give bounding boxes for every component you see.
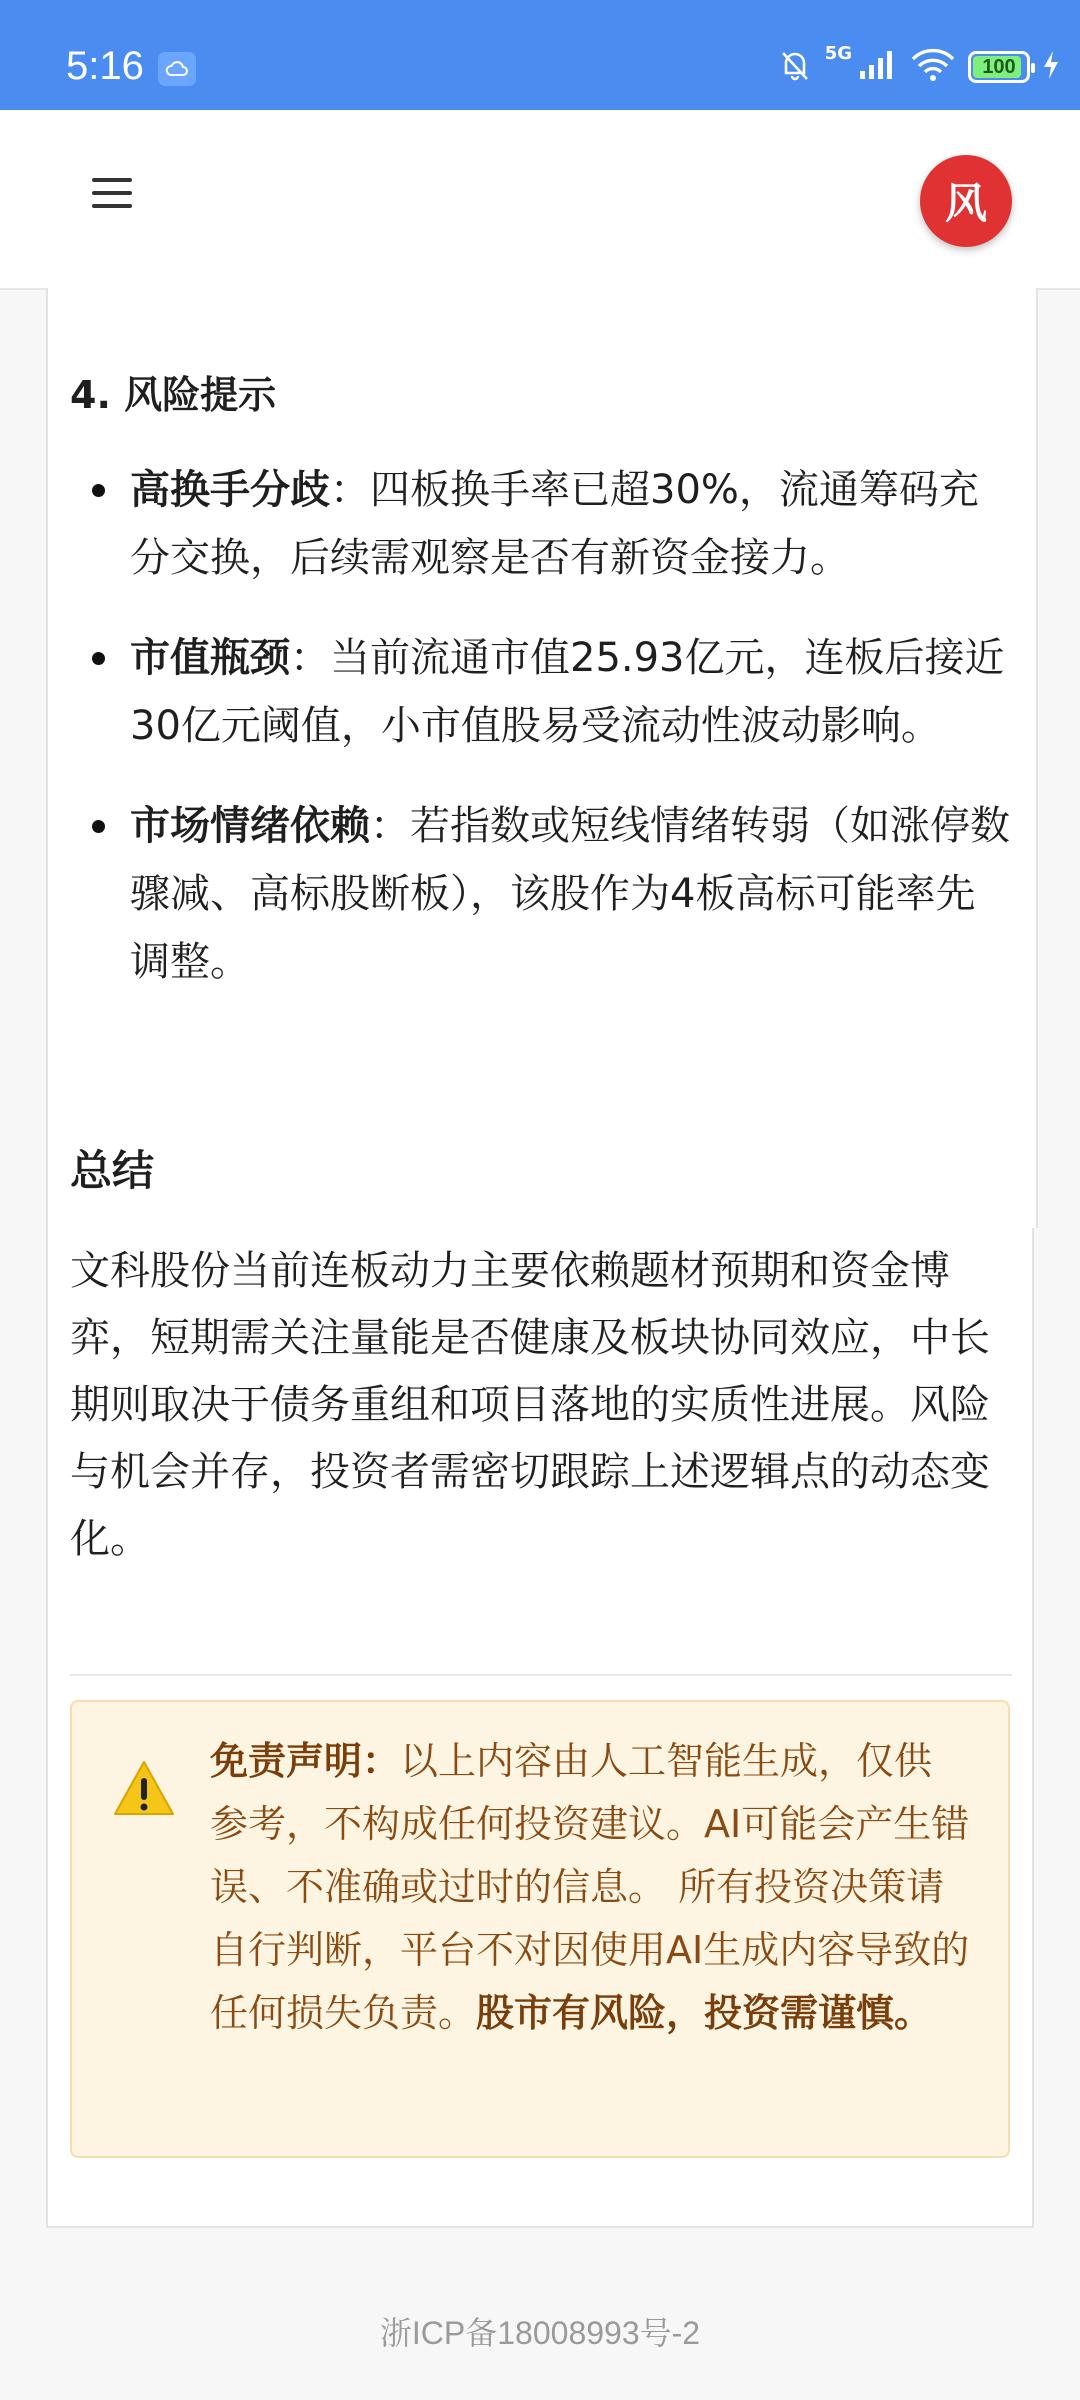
battery-level: 100 (982, 55, 1016, 78)
disclaimer-body: 以上内容由人工智能生成，仅供参考，不构成任何投资建议。AI可能会产生错误、不准确或过时的信息。 所有投资决策请自行判断，平台不对因使用AI生成内容导致的任何损失负责。 (210, 1739, 970, 2035)
summary-heading: 总结 (70, 1146, 155, 1195)
risk-item-text: ：当前流通市值25.93亿元，连板后接近30亿元阈值，小市值股易受流动性波动影响。 (130, 635, 1005, 749)
signal-icon (858, 49, 898, 85)
risk-item-text: ：若指数或短线情绪转弱（如涨停数骤减、高标股断板），该股作为4板高标可能率先调整。 (130, 803, 1010, 985)
status-time: 5:16 (66, 44, 144, 88)
disclaimer-emphasis: 股市有风险，投资需谨慎。 (476, 1991, 933, 2035)
disclaimer-text (210, 1730, 970, 2045)
warning-icon (112, 1758, 176, 1818)
list-item (70, 624, 1010, 760)
battery-indicator (968, 51, 1030, 83)
summary-text: 文科股份当前连板动力主要依赖题材预期和资金博弈，短期需关注量能是否健康及板块协同效应，中长期则取决于债务重组和项目落地的实质性进展。风险与机会并存，投资者需密切跟踪上述逻辑点的动态变化。 (70, 1248, 990, 1562)
avatar[interactable]: 风 (920, 155, 1012, 247)
disclaimer-label: 免责声明： (210, 1739, 401, 1783)
network-type: 5G (824, 42, 852, 64)
mute-bell-icon (777, 47, 813, 87)
risk-heading: 4. 风险提示 (70, 373, 277, 417)
risk-item-title: 市场情绪依赖 (130, 803, 370, 849)
icp-footer[interactable]: 浙ICP备18008993号-2 (379, 2315, 701, 2351)
app-header (0, 110, 1080, 290)
wifi-icon (910, 48, 956, 86)
risk-item-title: 高换手分歧 (130, 467, 330, 513)
list-item (70, 456, 1010, 592)
risk-item-text: ：四板换手率已超30%，流通筹码充分交换，后续需观察是否有新资金接力。 (130, 467, 979, 581)
charging-icon (1042, 50, 1060, 84)
status-bar (0, 0, 1080, 110)
menu-icon (92, 178, 132, 182)
menu-button[interactable] (92, 178, 132, 218)
list-item (70, 792, 1010, 996)
disclaimer-box (70, 1700, 1010, 2158)
cloud-icon (158, 52, 196, 86)
risk-list (70, 456, 1010, 1028)
divider (70, 1674, 1012, 1676)
risk-item-title: 市值瓶颈 (130, 635, 290, 681)
